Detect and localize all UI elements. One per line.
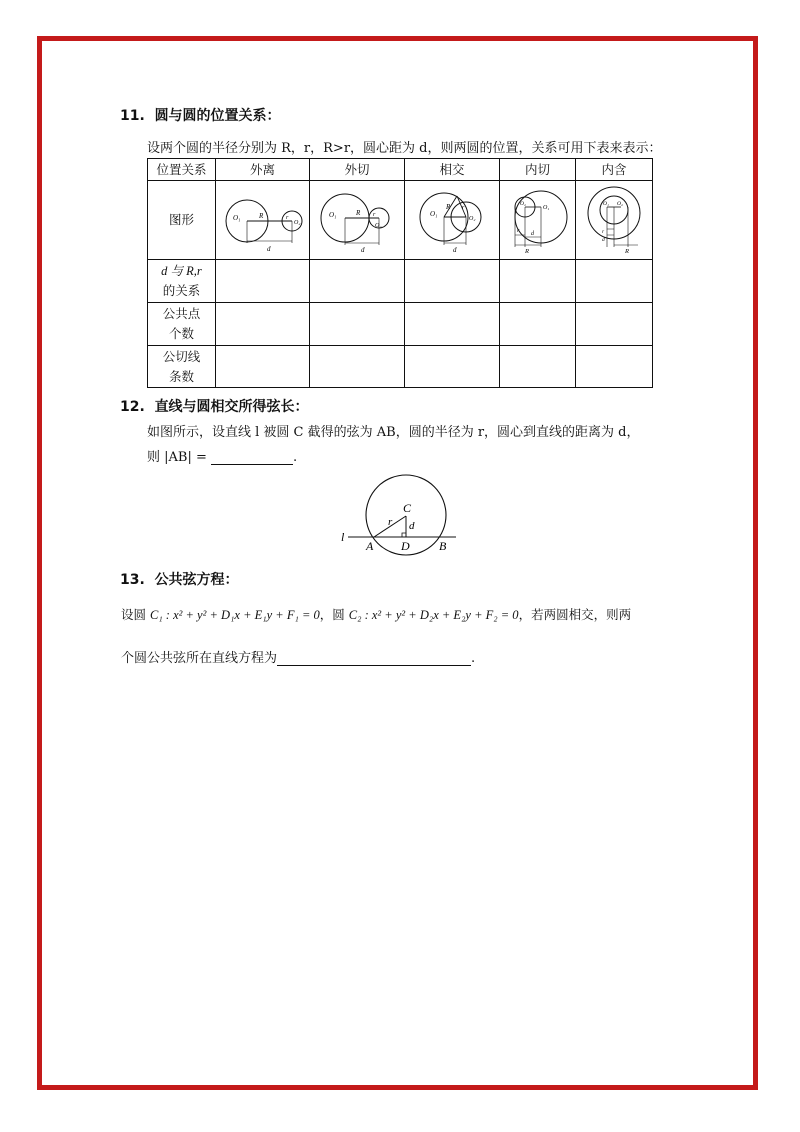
section-13-heading: 13. 公共弦方程：: [120, 572, 239, 588]
label-O1: O₁: [430, 210, 438, 218]
label-d: d: [453, 246, 457, 254]
column-header: 相交: [405, 159, 500, 181]
label-r: r: [602, 229, 605, 235]
label-A: A: [366, 539, 374, 553]
label-r: r: [516, 228, 519, 234]
label-O1: O₁: [603, 201, 609, 207]
label-O1: O₁: [542, 205, 549, 211]
label-B: B: [439, 539, 447, 553]
label-R: R: [524, 248, 529, 255]
row-label-relation-line2: 的关系: [162, 283, 201, 298]
label-d: d: [602, 237, 605, 243]
table-common-points-row: [148, 303, 653, 346]
chord-length-blank[interactable]: [211, 450, 293, 465]
column-header: 外切: [310, 159, 405, 181]
section-11-intro: 设两个圆的半径分别为 R，r，R>r，圆心距为 d，则两圆的位置，关系可用下表来表示：: [147, 141, 662, 156]
chord-figure: [336, 470, 466, 556]
label-R: R: [356, 209, 361, 217]
section-11-heading: 11. 圆与圆的位置关系：: [120, 108, 281, 124]
label-R: R: [446, 203, 451, 211]
table-cell-empty: [216, 260, 310, 303]
label-l: l: [341, 530, 345, 544]
table-cell-empty: [405, 346, 500, 388]
section-12-heading: 12. 直线与圆相交所得弦长：: [120, 399, 309, 415]
label-O2: O₂: [469, 216, 476, 222]
circle-c1-equation: C₁ : x² + y² + D₁x + E₁y + F₁ = 0: [149, 608, 320, 622]
row-label-common-points-line2: 个数: [168, 326, 194, 341]
row-label-common-points-line1: 公共点: [162, 306, 201, 321]
table-header-row: [148, 159, 653, 181]
section-13-line1: 设圆 C₁ : x² + y² + D₁x + E₁y + F₁ = 0，圆 C₂ : x² + y² + D₂x + E₂y + F₂ = 0，若两圆相交，则两: [121, 607, 632, 622]
table-cell-empty: [576, 303, 653, 346]
section-13-line2: 个圆公共弦所在直线方程为 .: [121, 651, 476, 666]
column-header: 外离: [216, 159, 310, 181]
label-C: C: [403, 501, 412, 515]
label-O2: O₂: [375, 223, 382, 229]
label-r: r: [285, 215, 288, 221]
column-header: 内含: [576, 159, 653, 181]
table-figure-row: [148, 181, 653, 260]
section-12-line2: 则 |AB| = .: [147, 450, 298, 465]
figure-internal-tangent-circles: [501, 185, 575, 255]
figure-intersecting-circles: [406, 185, 498, 255]
label-O1: O₁: [232, 214, 240, 222]
figure-separate-circles: [217, 185, 309, 255]
label-d: d: [361, 246, 365, 254]
section-12-line1: 如图所示，设直线 l 被圆 C 截得的弦为 AB，圆的半径为 r，圆心到直线的距离为 d，: [147, 425, 640, 440]
table-cell-empty: [216, 346, 310, 388]
figure-internal-tangent-cell: [500, 181, 576, 260]
row-label-tangent-lines-line1: 公切线: [162, 348, 201, 364]
figure-separate-cell: [216, 181, 310, 260]
chord-length-label: 则 |AB| =: [147, 450, 207, 465]
table-cell-empty: [405, 260, 500, 303]
table-relation-row: [148, 260, 653, 303]
label-R: R: [625, 248, 629, 255]
table-cell-empty: [500, 303, 576, 346]
table-tangent-lines-row: [148, 346, 653, 388]
label-r: r: [373, 212, 376, 218]
label-O2: O₂: [293, 220, 300, 226]
table-cell-empty: [310, 260, 405, 303]
label-R: R: [258, 212, 263, 220]
table-cell-empty: [310, 303, 405, 346]
table-cell-empty: [576, 260, 653, 303]
label-d: d: [530, 231, 534, 237]
label-O1: O₁: [329, 211, 337, 219]
table-corner-cell: 位置关系: [148, 159, 216, 181]
common-chord-blank[interactable]: [277, 651, 471, 666]
table-cell-empty: [405, 303, 500, 346]
figure-contained-cell: [576, 181, 653, 260]
table-cell-empty: [576, 346, 653, 388]
label-D: D: [401, 539, 410, 553]
row-label-relation: [148, 260, 216, 303]
table-cell-empty: [310, 346, 405, 388]
circle-c2-equation: C₂ : x² + y² + D₂x + E₂y + F₂ = 0: [348, 608, 519, 622]
label-r: r: [388, 516, 393, 528]
circle-position-table: [147, 158, 653, 388]
label-d: d: [409, 520, 415, 532]
figure-contained-circles: [576, 185, 652, 255]
row-label-relation-line1: d 与 R,r: [161, 264, 202, 278]
column-header: 内切: [500, 159, 576, 181]
figure-external-tangent-circles: [311, 185, 403, 255]
row-label-figure: 图形: [148, 181, 216, 260]
label-d: d: [266, 245, 270, 253]
label-O2: O₂: [617, 201, 623, 207]
table-cell-empty: [500, 260, 576, 303]
figure-external-tangent-cell: [310, 181, 405, 260]
row-label-tangent-lines-line2: 条数: [168, 368, 194, 384]
figure-intersect-cell: [405, 181, 500, 260]
row-label-common-points: [148, 303, 216, 346]
label-O2: O₂: [519, 201, 526, 207]
label-r: r: [462, 205, 465, 211]
table-cell-empty: [216, 303, 310, 346]
row-label-tangent-lines: [148, 346, 216, 388]
table-cell-empty: [500, 346, 576, 388]
